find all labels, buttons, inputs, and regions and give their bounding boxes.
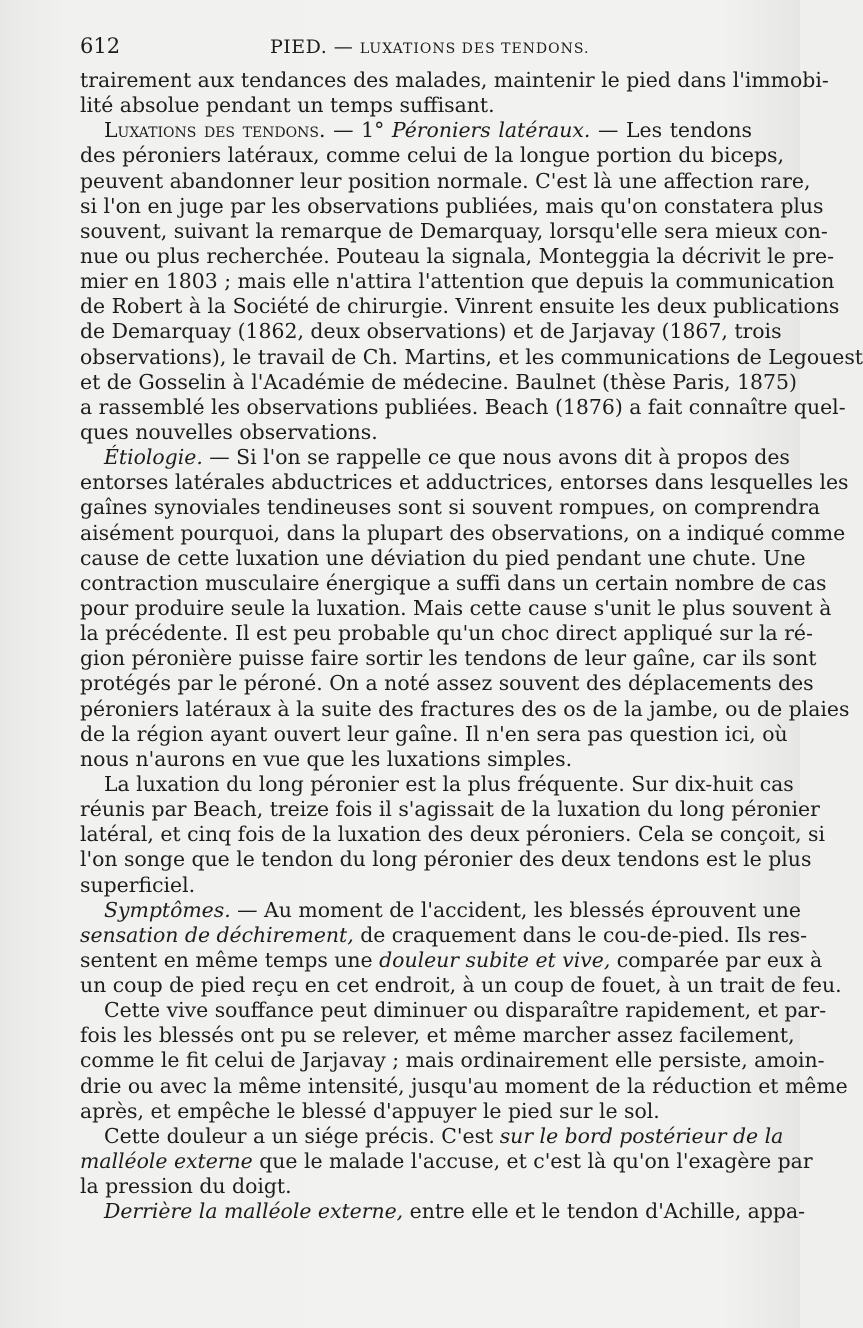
text-line: peuvent abandonner leur position normale. C'est là une affection rare, (80, 168, 811, 193)
text-line: observations), le travail de Ch. Martins, et les communications de Legouest (80, 344, 863, 369)
text-line: superficiel. (80, 872, 196, 897)
text-line: Cette douleur a un siége précis. C'est sur le bord postérieur de la (104, 1123, 784, 1148)
subsection-title: Étiologie. (104, 445, 203, 470)
text-line: trairement aux tendances des malades, maintenir le pied dans l'immobi- (80, 68, 829, 92)
text-line: Cette vive souffance peut diminuer ou disparaître rapidement, et par- (104, 998, 827, 1023)
subsection-title: Péroniers latéraux. (391, 118, 591, 143)
text-line: Symptômes. — Au moment de l'accident, les blessés éprouvent une (104, 897, 801, 922)
text-line: sentent en même temps une douleur subite et vive, comparée par eux à (80, 947, 823, 972)
text-line: la précédente. Il est peu probable qu'un choc direct appliqué sur la ré- (80, 621, 813, 646)
text-line: Derrière la malléole externe, entre elle et le tendon d'Achille, appa- (104, 1199, 805, 1224)
text-line: des péroniers latéraux, comme celui de la longue portion du biceps, (80, 143, 784, 168)
text-line: fois les blessés ont pu se relever, et même marcher assez facilement, (80, 1023, 795, 1048)
text-line: souvent, suivant la remarque de Demarquay, lorsqu'elle sera mieux con- (80, 218, 828, 243)
text-line: mier en 1803 ; mais elle n'attira l'attention que depuis la communication (80, 269, 835, 294)
text-line: gaînes synoviales tendineuses sont si souvent rompues, on comprendra (80, 495, 820, 520)
text-line: aisément pourquoi, dans la plupart des observations, on a indiqué comme (80, 520, 846, 545)
text-line: nous n'aurons en vue que les luxations simples. (80, 746, 573, 771)
text-line: comme le fit celui de Jarjavay ; mais ordinairement elle persiste, amoin- (80, 1048, 825, 1073)
text-line: l'on songe que le tendon du long péronier des deux tendons est le plus (80, 847, 812, 872)
subsection-title: Symptômes. (104, 897, 231, 922)
text-line: réunis par Beach, treize fois il s'agissait de la luxation du long péronier (80, 797, 820, 822)
text-line: de Demarquay (1862, deux observations) et de Jarjavay (1867, trois (80, 319, 782, 344)
text-line: cause de cette luxation une déviation du pied pendant une chute. Une (80, 545, 806, 570)
text-line: lité absolue pendant un temps suffisant. (80, 93, 495, 118)
text-line: La luxation du long péronier est la plus fréquente. Sur dix-huit cas (104, 771, 794, 796)
running-header (80, 34, 760, 62)
text-line: nue ou plus recherchée. Pouteau la signala, Monteggia la décrivit le pre- (80, 243, 834, 268)
text-line: pour produire seule la luxation. Mais cette cause s'unit le plus souvent à (80, 595, 832, 620)
text-line: un coup de pied reçu en cet endroit, à un coup de fouet, à un trait de feu. (80, 973, 842, 998)
text-line: de la région ayant ouvert leur gaîne. Il n'en sera pas question ici, où (80, 721, 788, 746)
text-line: contraction musculaire énergique a suffi dans un certain nombre de cas (80, 570, 827, 595)
text-line: sensation de déchirement, de craquement dans le cou-de-pied. Ils res- (80, 922, 808, 947)
text-line: malléole externe que le malade l'accuse, et c'est là qu'on l'exagère par (80, 1149, 813, 1174)
text-line: de Robert à la Société de chirurgie. Vinrent ensuite les deux publications (80, 294, 840, 319)
text-line: et de Gosselin à l'Académie de médecine. Baulnet (thèse Paris, 1875) (80, 369, 797, 394)
running-head-main: PIED. (270, 36, 328, 58)
running-head-sub: LUXATIONS DES TENDONS. (359, 41, 590, 57)
running-head-dash: — (327, 36, 360, 58)
text-line: si l'on en juge par les observations publiées, mais qu'on constatera plus (80, 193, 824, 218)
text-line: drie ou avec la même intensité, jusqu'au moment de la réduction et même (80, 1073, 848, 1098)
body-text (80, 68, 863, 1224)
text-line: Étiologie. — Si l'on se rappelle ce que nous avons dit à propos des (104, 445, 790, 470)
text-line: protégés par le péroné. On a noté assez souvent des déplacements des (80, 671, 814, 696)
text-line: entorses latérales abductrices et adductrices, entorses dans lesquelles les (80, 470, 849, 495)
text-line: a rassemblé les observations publiées. Beach (1876) a fait connaître quel- (80, 394, 846, 419)
text-line: latéral, et cinq fois de la luxation des deux péroniers. Cela se conçoit, si (80, 822, 826, 847)
text-line: après, et empêche le blessé d'appuyer le pied sur le sol. (80, 1098, 660, 1123)
running-head (270, 36, 589, 58)
text-line: péroniers latéraux à la suite des fractures des os de la jambe, ou de plaies (80, 696, 850, 721)
text-line: la pression du doigt. (80, 1174, 292, 1199)
text-line: ques nouvelles observations. (80, 419, 378, 444)
section-heading: Luxations des tendons. (104, 118, 326, 143)
text-line: Luxations des tendons. — 1° Péroniers latéraux. — Les tendons (104, 118, 753, 143)
page-number: 612 (80, 34, 121, 58)
text-line: gion péronière puisse faire sortir les tendons de leur gaîne, car ils sont (80, 646, 817, 671)
